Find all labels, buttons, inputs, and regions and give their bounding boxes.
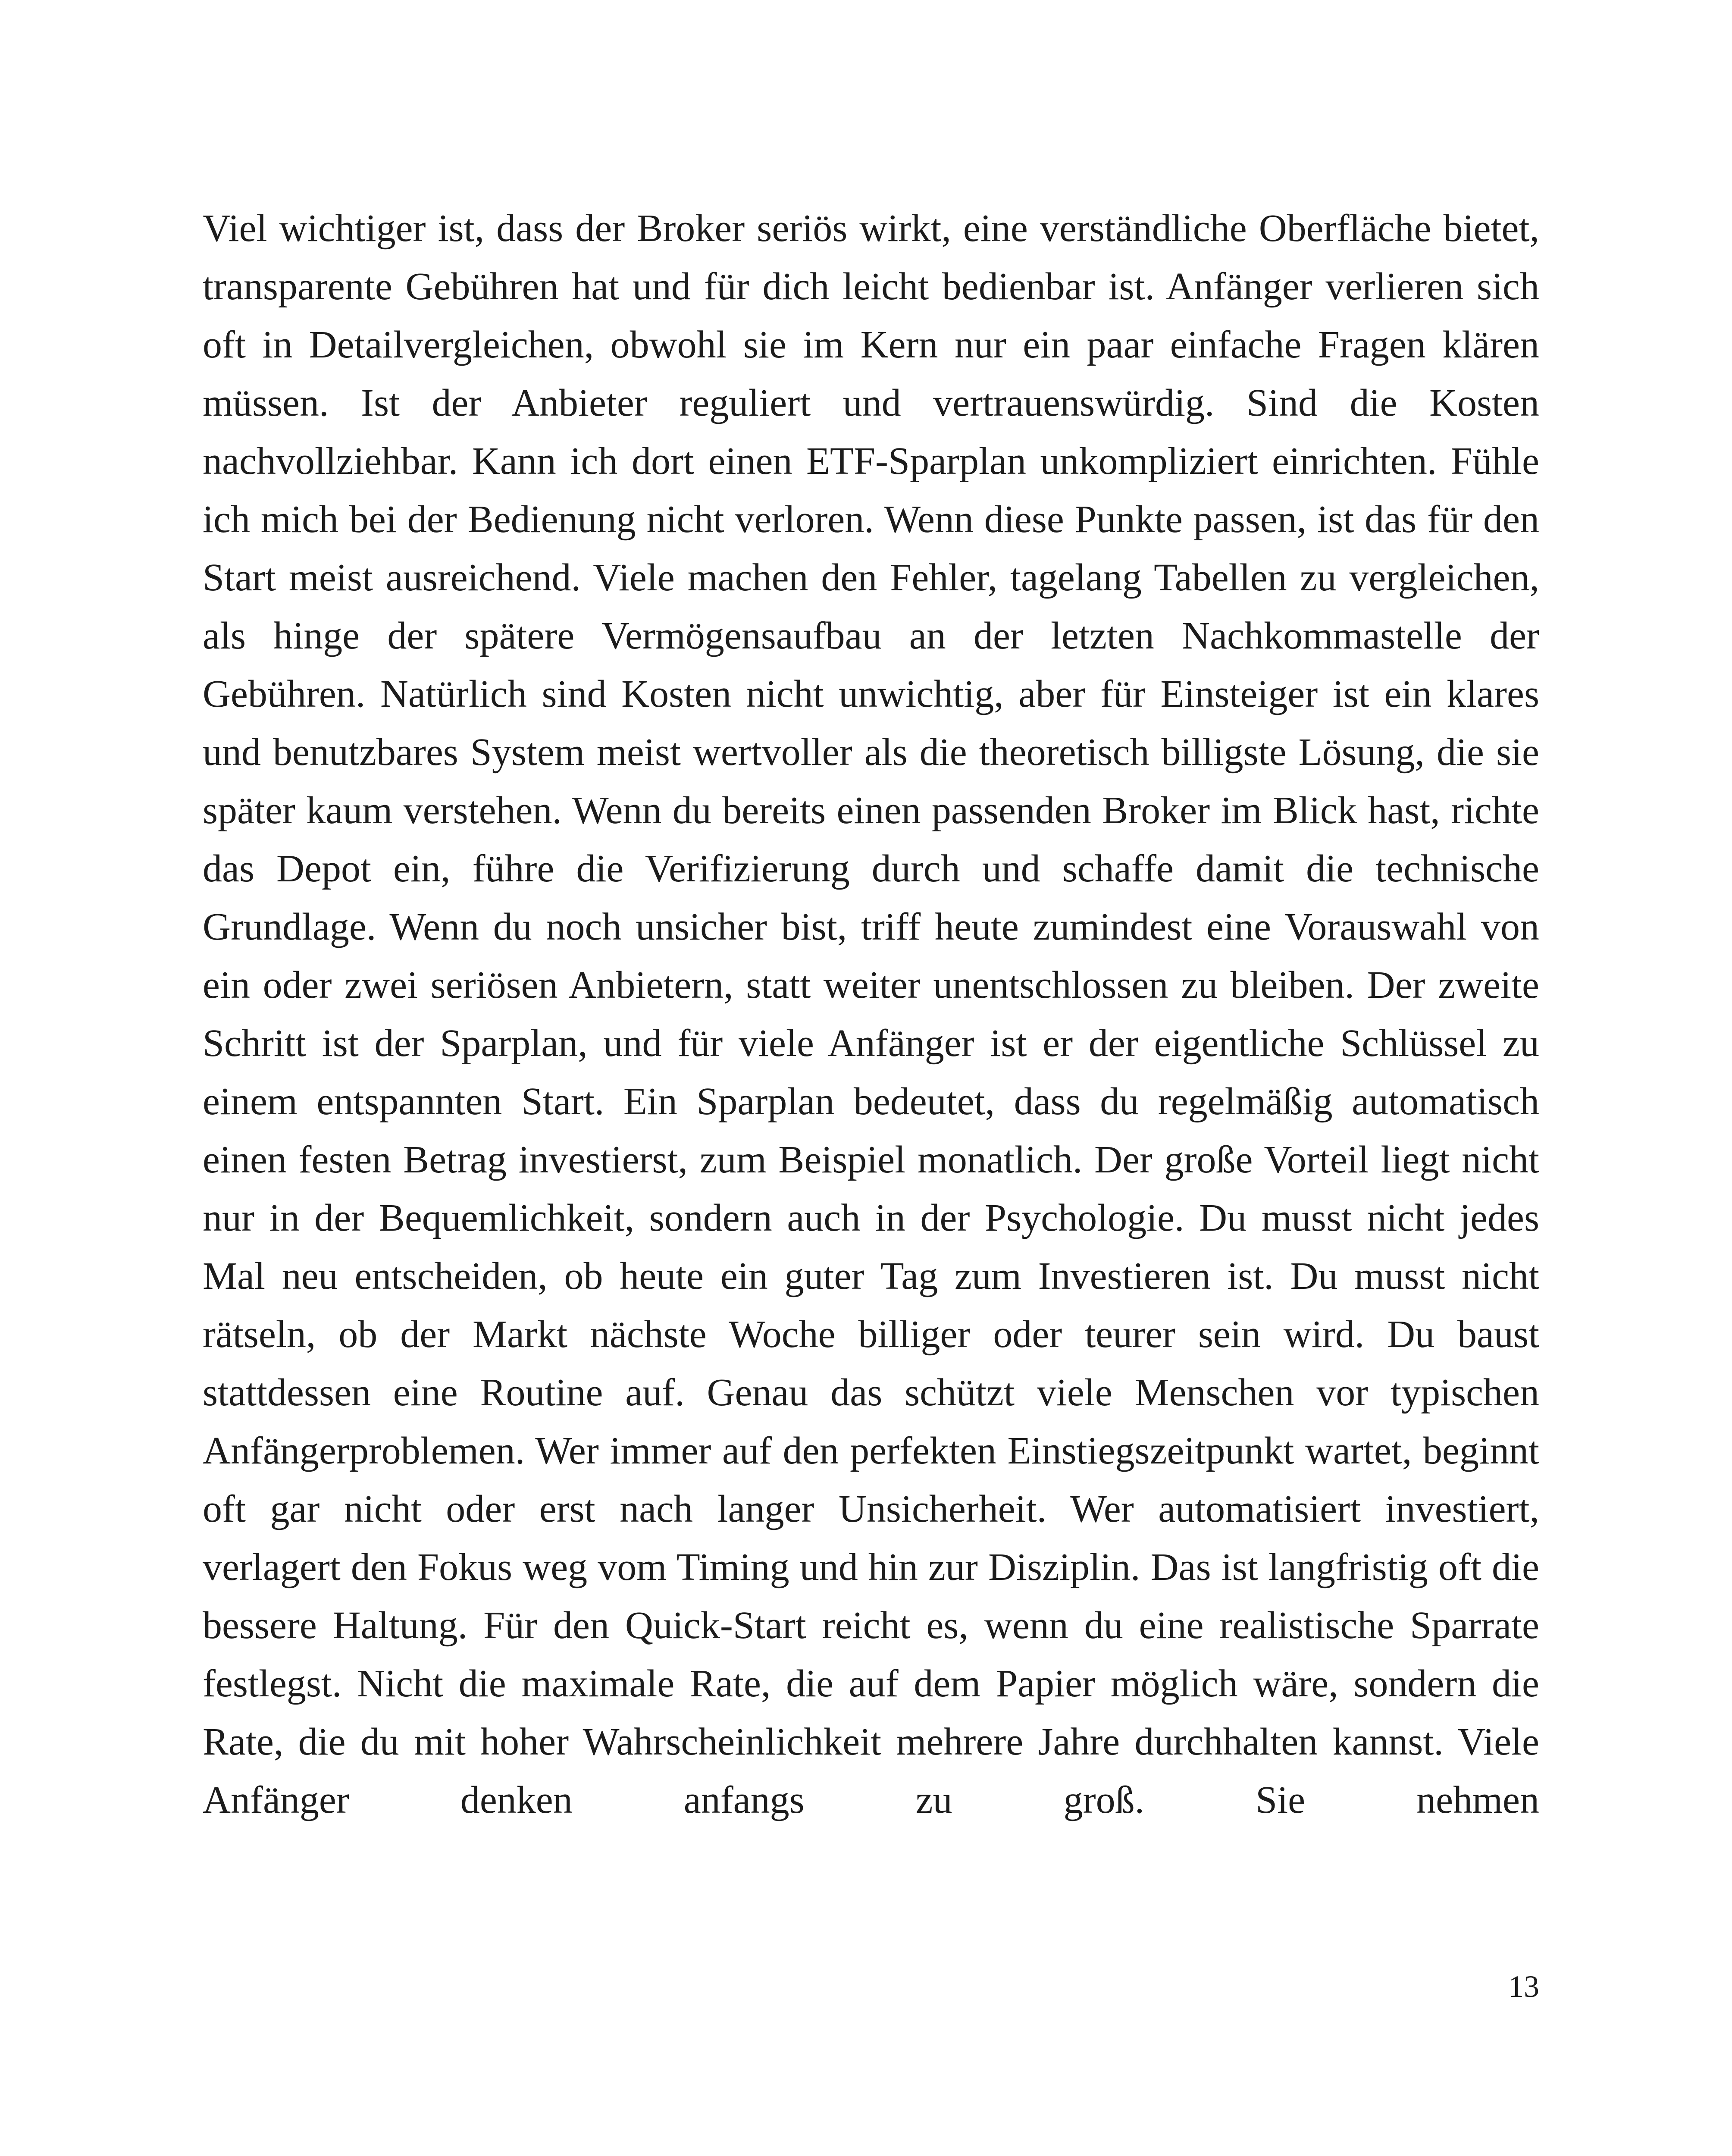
page-number: 13 — [1508, 1969, 1539, 2004]
body-paragraph: Viel wichtiger ist, dass der Broker seriös wirkt, eine verständliche Oberfläche bietet, transparente Gebühren hat und für dich leicht bedienbar ist. Anfänger verlieren sich oft in Detailvergleichen, obwohl sie im Kern nur ein paar einfache Fragen klären müssen. Ist der Anbieter reguliert und vertrauenswürdig. Sind die Kosten nachvollziehbar. Kann ich dort einen ETF-Sparplan unkompliziert einrichten. Fühle ich mich bei der Bedienung nicht verloren. Wenn diese Punkte passen, ist das für den Start meist ausreichend. Viele machen den Fehler, tagelang Tabellen zu vergleichen, als hinge der spätere Vermögensaufbau an der letzten Nachkommastelle der Gebühren. Natürlich sind Kosten nicht unwichtig, aber für Einsteiger ist ein klares und benutzbares System meist wertvoller als die theoretisch billigste Lösung, die sie später kaum verstehen. Wenn du bereits einen passenden Broker im Blick hast, richte das Depot ein, führe die Verifizierung durch und schaffe damit die technische Grundlage. Wenn du noch unsicher bist, triff heute zumindest eine Vorauswahl von ein oder zwei seriösen Anbietern, statt weiter unentschlossen zu bleiben. Der zweite Schritt ist der Sparplan, und für viele Anfänger ist er der eigentliche Schlüssel zu einem entspannten Start. Ein Sparplan bedeutet, dass du regelmäßig automatisch einen festen Betrag investierst, zum Beispiel monatlich. Der große Vorteil liegt nicht nur in der Bequemlichkeit, sondern auch in der Psychologie. Du musst nicht jedes Mal neu entscheiden, ob heute ein guter Tag zum Investieren ist. Du musst nicht rätseln, ob der Markt nächste Woche billiger oder teurer sein wird. Du baust stattdessen eine Routine auf. Genau das schützt viele Menschen vor typischen Anfängerproblemen. Wer immer auf den perfekten Einstiegszeitpunkt wartet, beginnt oft gar nicht oder erst nach langer Unsicherheit. Wer automatisiert investiert, verlagert den Fokus weg vom Timing und hin zur Disziplin. Das ist langfristig oft die bessere Haltung. Für den Quick-Start reicht es, wenn du eine realistische Sparrate festlegst. Nicht die maximale Rate, die auf dem Papier möglich wäre, sondern die Rate, die du mit hoher Wahrscheinlichkeit mehrere Jahre durchhalten kannst. Viele Anfänger denken anfangs zu groß. Sie nehmen — [203, 207, 1539, 1821]
